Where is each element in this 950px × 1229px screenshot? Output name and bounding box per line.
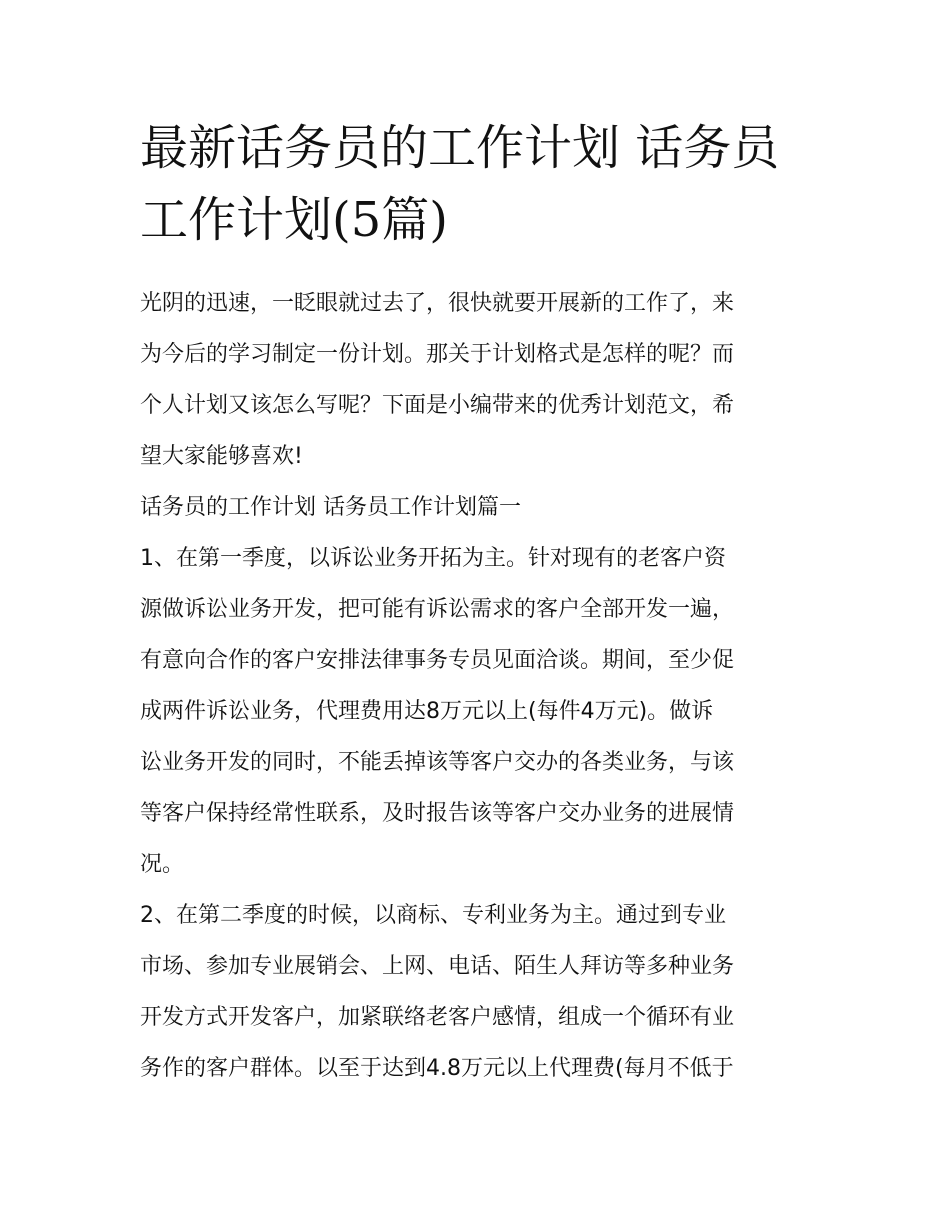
section-heading: 话务员的工作计划 话务员工作计划篇一 bbox=[140, 495, 521, 520]
text-line: 讼业务开发的同时，不能丢掉该等客户交办的各类业务，与该 bbox=[140, 750, 735, 775]
text-line: 光阴的迅速，一眨眼就过去了，很快就要开展新的工作了，来 bbox=[140, 291, 735, 316]
plan-item-1 bbox=[140, 533, 815, 890]
text-line: 个人计划又该怎么写呢？下面是小编带来的优秀计划范文，希 bbox=[140, 393, 735, 418]
text-line: 1、在第一季度，以诉讼业务开拓为主。针对现有的老客户资 bbox=[140, 546, 726, 571]
text-line: 源做诉讼业务开发，把可能有诉讼需求的客户全部开发一遍， bbox=[140, 597, 735, 622]
plan-item-2 bbox=[140, 890, 815, 1094]
document-body bbox=[140, 278, 815, 1094]
text-line: 务作的客户群体。以至于达到4.8万元以上代理费(每月不低于 bbox=[140, 1056, 734, 1081]
text-line: 况。 bbox=[140, 852, 185, 877]
text-line: 成两件诉讼业务，代理费用达8万元以上(每件4万元)。做诉 bbox=[140, 699, 714, 724]
text-line: 有意向合作的客户安排法律事务专员见面洽谈。期间，至少促 bbox=[140, 648, 735, 673]
title-line: 工作计划(5篇) bbox=[140, 192, 448, 248]
title-line: 最新话务员的工作计划 话务员 bbox=[140, 120, 780, 176]
document-title bbox=[140, 112, 815, 256]
text-line: 市场、参加专业展销会、上网、电话、陌生人拜访等多种业务 bbox=[140, 954, 735, 979]
text-line: 等客户保持经常性联系，及时报告该等客户交办业务的进展情 bbox=[140, 801, 735, 826]
text-line: 望大家能够喜欢! bbox=[140, 444, 303, 469]
intro-paragraph bbox=[140, 278, 815, 482]
text-line: 为今后的学习制定一份计划。那关于计划格式是怎样的呢？而 bbox=[140, 342, 735, 367]
text-line: 开发方式开发客户，加紧联络老客户感情，组成一个循环有业 bbox=[140, 1005, 735, 1030]
document-content bbox=[140, 112, 815, 1094]
text-line: 2、在第二季度的时候，以商标、专利业务为主。通过到专业 bbox=[140, 903, 726, 928]
